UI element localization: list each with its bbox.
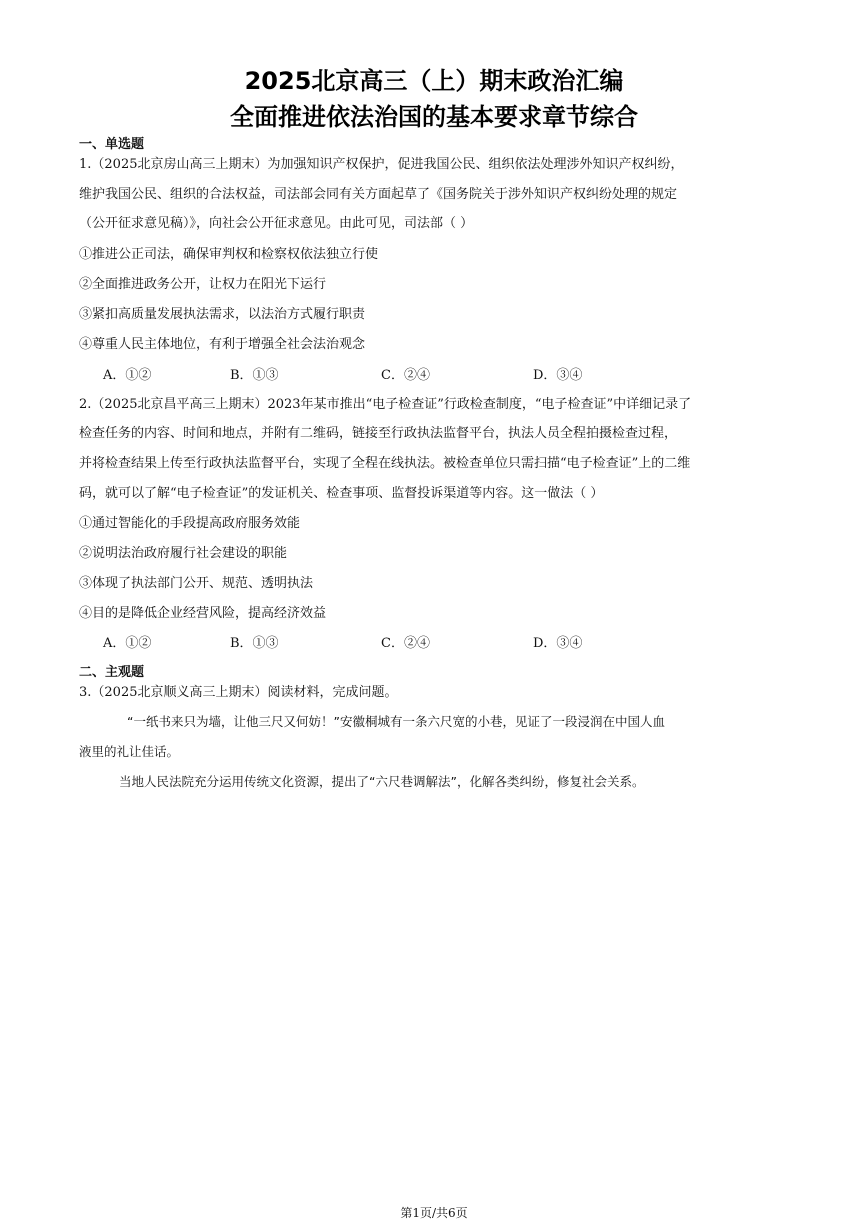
q1-statement: ①推进公正司法，确保审判权和检察权依法独立行使: [79, 247, 379, 262]
q2-stem-line: 码，就可以了解“电子检查证”的发证机关、检查事项、监督投诉渠道等内容。这一做法（ ）: [79, 486, 604, 501]
q2-statement: ③体现了执法部门公开、规范、透明执法: [79, 576, 314, 591]
document-title-line1: 2025北京高三（上）期末政治汇编: [244, 67, 624, 95]
q1-option-b: B．①③: [230, 368, 279, 383]
document-title-line2: 全面推进依法治国的基本要求章节综合: [230, 103, 638, 131]
q1-stem-line: （公开征求意见稿）》，向社会公开征求意见。由此可见，司法部（ ）: [79, 216, 474, 231]
q3-material-line: “一纸书来只为墙，让他三尺又何妨！”安徽桐城有一条六尺宽的小巷，见证了一段浸润在中国人血: [127, 714, 665, 729]
q2-option-b: B．①③: [230, 636, 279, 651]
section-heading-single-choice: 一、单选题: [79, 137, 145, 152]
q2-statement: ④目的是降低企业经营风险，提高经济效益: [79, 606, 327, 621]
q2-stem-line: 并将检查结果上传至行政执法监督平台，实现了全程在线执法。被检查单位只需扫描“电子检查证”上的二维: [79, 456, 691, 471]
q2-statement: ①通过智能化的手段提高政府服务效能: [79, 516, 301, 531]
q2-option-c: C．②④: [381, 636, 430, 651]
q3-stem: 3.（2025北京顺义高三上期末）阅读材料，完成问题。: [79, 685, 398, 700]
q1-statement: ②全面推进政务公开，让权力在阳光下运行: [79, 277, 327, 292]
q3-material-line: 当地人民法院充分运用传统文化资源，提出了“六尺巷调解法”，化解各类纠纷，修复社会关系。: [119, 774, 645, 789]
q1-option-d: D．③④: [533, 368, 583, 383]
q1-stem-line: 1.（2025北京房山高三上期末）为加强知识产权保护，促进我国公民、组织依法处理涉外知识产权纠纷，: [79, 157, 684, 172]
q1-option-a: A．①②: [103, 368, 152, 383]
q1-statement: ④尊重人民主体地位，有利于增强全社会法治观念: [79, 337, 366, 352]
q1-statement: ③紧扣高质量发展执法需求，以法治方式履行职责: [79, 307, 366, 322]
section-heading-subjective: 二、主观题: [79, 665, 145, 680]
q2-option-a: A．①②: [103, 636, 152, 651]
q3-material-line: 液里的礼让佳话。: [79, 744, 180, 759]
q2-stem-line: 检查任务的内容、时间和地点，并附有二维码，链接至行政执法监督平台，执法人员全程拍摄检查过程，: [79, 426, 678, 441]
q1-option-c: C．②④: [381, 368, 430, 383]
q2-stem-line: 2.（2025北京昌平高三上期末）2023年某市推出“电子检查证”行政检查制度，“电子检查证”中详细记录了: [79, 397, 692, 412]
q1-stem-line: 维护我国公民、组织的合法权益，司法部会同有关方面起草了《国务院关于涉外知识产权纠纷处理的规定: [79, 187, 678, 202]
q2-statement: ②说明法治政府履行社会建设的职能: [79, 546, 288, 561]
q2-option-d: D．③④: [533, 636, 583, 651]
page-number-footer: 第1页/共6页: [400, 1206, 468, 1220]
